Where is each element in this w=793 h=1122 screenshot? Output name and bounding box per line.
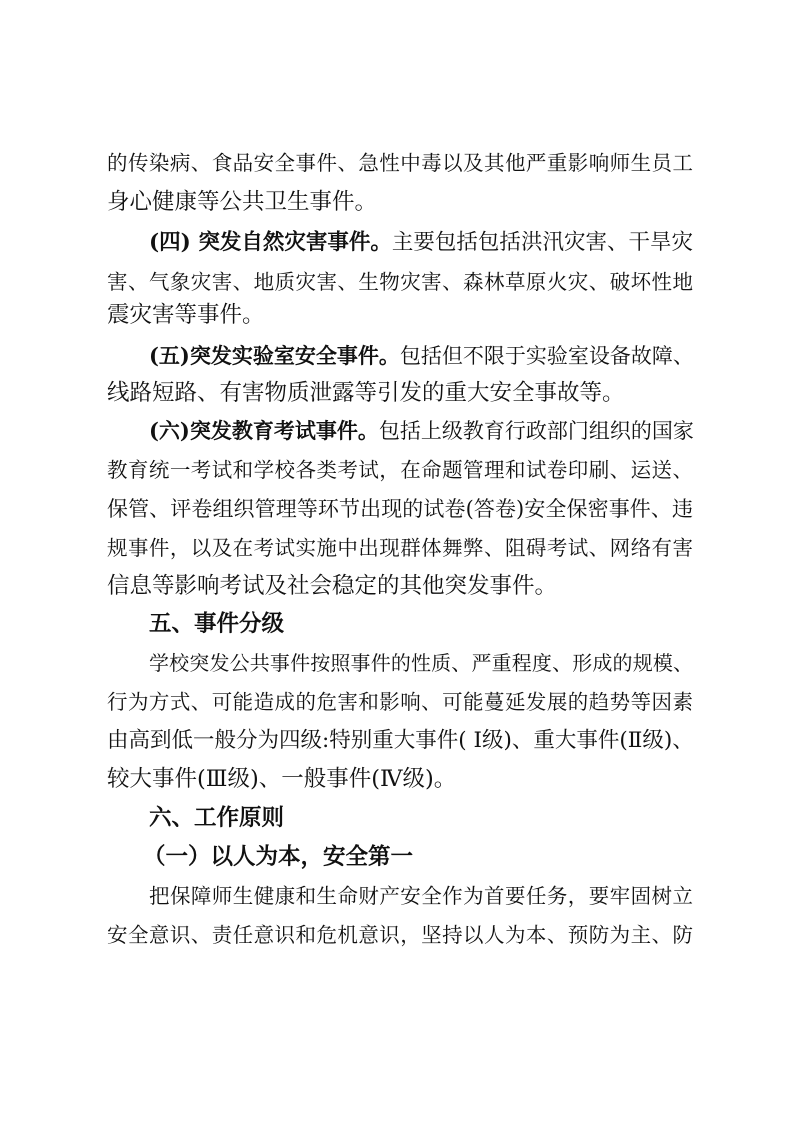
paragraph-line: 由高到低一般分为四级:特别重大事件( Ⅰ级)、重大事件(Ⅱ级)、 bbox=[107, 728, 694, 753]
paragraph-line: 行为方式、可能造成的危害和影响、可能蔓延发展的趋势等因素 bbox=[107, 690, 693, 714]
paragraph-line: 害、气象灾害、地质灾害、生物灾害、森林草原火灾、破坏性地 bbox=[107, 270, 693, 294]
paragraph-line: 的传染病、食品安全事件、急性中毒以及其他严重影响师生员工 bbox=[107, 151, 693, 175]
item-title: (六)突发教育考试事件。 bbox=[149, 418, 379, 443]
paragraph-line bbox=[149, 224, 693, 262]
paragraph-line: 规事件，以及在考试实施中出现群体舞弊、阻碍考试、网络有害 bbox=[107, 536, 693, 560]
paragraph-line: 身心健康等公共卫生事件。 bbox=[107, 189, 378, 215]
paragraph-line: 把保障师生健康和生命财产安全作为首要任务，要牢固树立 bbox=[149, 884, 693, 908]
subsection-heading: （一）以人为本，安全第一 bbox=[143, 844, 414, 870]
paragraph-line: 学校突发公共事件按照事件的性质、严重程度、形成的规模、 bbox=[149, 651, 693, 675]
paragraph-line: 震灾害等事件。 bbox=[107, 302, 265, 328]
paragraph-line: 保管、评卷组织管理等环节出现的试卷(答卷)安全保密事件、违 bbox=[107, 497, 693, 521]
paragraph-line: 教育统一考试和学校各类考试，在命题管理和试卷印刷、运送、 bbox=[107, 458, 693, 482]
item-title: (四) 突发自然灾害事件。 bbox=[149, 230, 392, 255]
item-text: 主要包括包括洪汛灾害、干旱灾 bbox=[391, 230, 693, 255]
item-text: 包括上级教育行政部门组织的国家 bbox=[378, 419, 694, 443]
section-heading: 六、工作原则 bbox=[149, 805, 285, 831]
paragraph-line bbox=[149, 412, 693, 450]
paragraph-line: 较大事件(Ⅲ级)、一般事件(Ⅳ级)。 bbox=[107, 766, 457, 792]
item-title: (五)突发实验室安全事件。 bbox=[149, 343, 400, 368]
paragraph-line: 安全意识、责任意识和危机意识，坚持以人为本、预防为主、防 bbox=[107, 923, 693, 947]
paragraph-line: 线路短路、有害物质泄露等引发的重大安全事故等。 bbox=[107, 380, 625, 406]
item-text: 包括但不限于实验室设备故障、 bbox=[399, 344, 694, 368]
paragraph-line: 信息等影响考试及社会稳定的其他突发事件。 bbox=[107, 573, 558, 599]
section-heading: 五、事件分级 bbox=[149, 611, 285, 637]
paragraph-line bbox=[149, 337, 693, 375]
